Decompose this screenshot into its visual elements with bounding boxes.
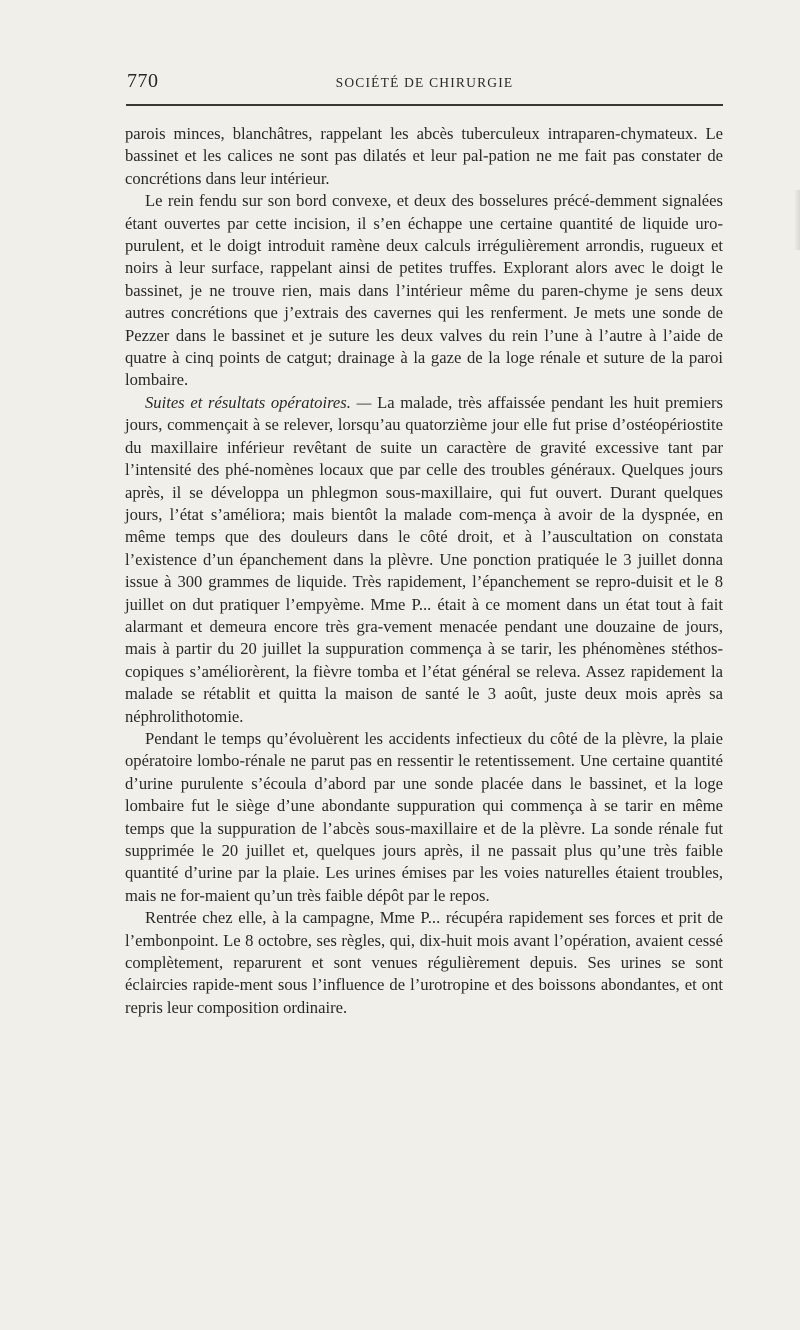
paragraph-kidney-description: parois minces, blanchâtres, rappelant les abcès tuberculeux intraparen-chymateux. Le bassinet et les calices ne sont pas dilatés et leur pal-pation ne me fait pas constater de concrétions dans leur intérieur. [125, 124, 723, 188]
paragraph-recovery: Rentrée chez elle, à la campagne, Mme P... récupéra rapidement ses forces et prit de l’embonpoint. Le 8 octobre, ses règles, qui, dix-huit mois avant l’opération, avaient cessé complètement, reparurent et sont venues régulièrement depuis. Ses urines se sont éclaircies rapide-ment sous l’influence de l’urotropine et des boissons abondantes, et ont repris leur composition ordinaire. [125, 908, 723, 1017]
paragraph-operative-results [125, 392, 723, 728]
section-heading: Suites et résultats opératoires. — [145, 392, 372, 412]
paragraph-infectious-course: Pendant le temps qu’évoluèrent les accidents infectieux du côté de la plèvre, la plaie opératoire lombo-rénale ne parut pas en ressentir le retentissement. Une certaine quantité d’urine purulente s’écoula d’abord par une sonde placée dans le bassinet, et la loge lombaire fut le siège d’une abondante suppuration qui commença à se tarir en même temps que la suppuration de l’abcès sous-maxillaire et de la plèvre. La sonde rénale fut supprimée le 20 juillet et, quelques jours après, il ne passait plus qu’une très faible quantité d’urine par la plaie. Les urines émises par les voies naturelles étaient troubles, mais ne for-maient qu’un très faible dépôt par le repos. [125, 728, 723, 905]
body-text [125, 123, 723, 1019]
paragraph-incision: Le rein fendu sur son bord convexe, et deux des bosselures précé-demment signalées étant ouvertes par cette incision, il s’en échappe une certaine quantité de liquide uro-purulent, et le doigt introduit ramène deux calculs irrégulièrement arrondis, rugueux et noirs à leur surface, rappelant ainsi de petites truffes. Explorant alors avec le doigt le bassinet, je ne trouve rien, mais dans l’intérieur même du paren-chyme je sens deux autres concrétions que j’extrais des cavernes qui les renferment. Je mets une sonde de Pezzer dans le bassinet et je suture les deux valves du rein l’une à l’autre à l’aide de quatre à cinq points de catgut; drainage à la gaze de la loge rénale et suture de la paroi lombaire. [125, 191, 723, 390]
running-head [127, 70, 722, 100]
paragraph-operative-results-text: La malade, très affaissée pendant les huit premiers jours, commençait à se relever, lorsqu’au quatorzième jour elle fut prise d’ostéopériostite du maxillaire inférieur revêtant de suite un caractère de gravité excessive tant par l’intensité des phé-nomènes locaux que par celle des troubles généraux. Quelques jours après, il se développa un phlegmon sous-maxillaire, qui fut ouvert. Durant quelques jours, l’état s’améliora; mais bientôt la malade com-mença à avoir de la dyspnée, en même temps que des douleurs dans le côté droit, et à l’auscultation on constata l’existence d’un épanchement dans la plèvre. Une ponction pratiquée le 3 juillet donna issue à 300 grammes de liquide. Très rapidement, l’épanchement se repro-duisit et le 8 juillet on dut pratiquer l’empyème. Mme P... était à ce moment dans un état tout à fait alarmant et demeura encore très gra-vement menacée pendant une douzaine de jours, mais à partir du 20 juillet la suppuration commença à se tarir, les phénomènes stéthos-copiques s’améliorèrent, la fièvre tomba et l’état général se releva. Assez rapidement la malade se rétablit et quitta la maison de santé le 3 août, juste deux mois après sa néphrolithotomie. [125, 392, 724, 726]
paper-edge-shadow [794, 190, 800, 250]
page-number: 770 [127, 70, 159, 92]
journal-title: SOCIÉTÉ DE CHIRURGIE [335, 75, 514, 90]
header-rule [126, 104, 723, 106]
